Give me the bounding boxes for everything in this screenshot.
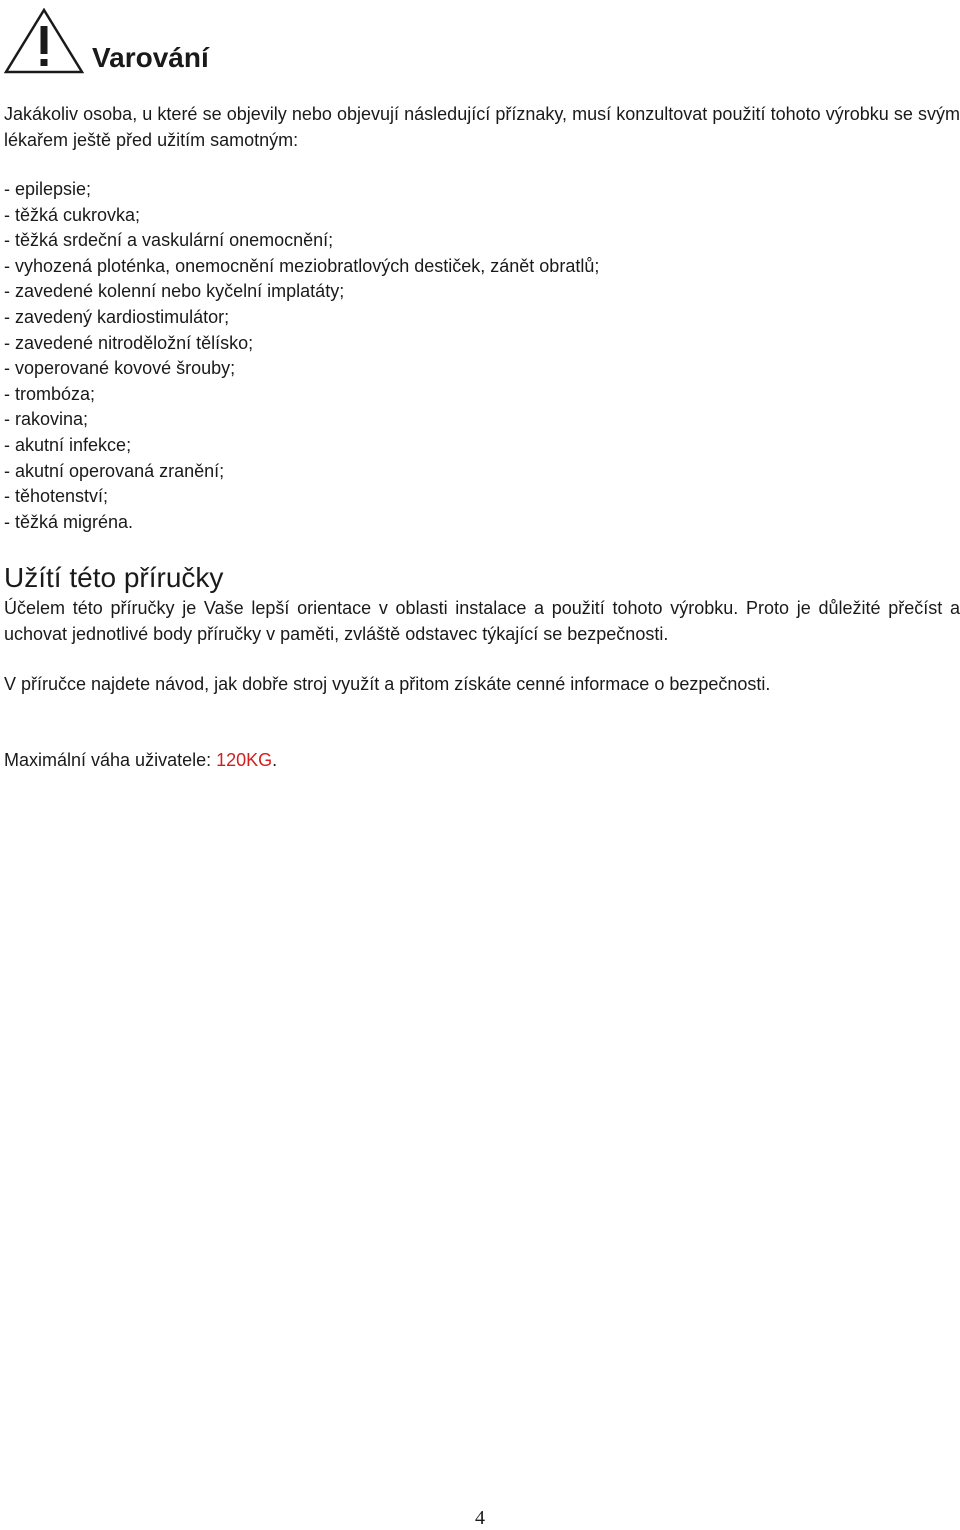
list-item: - rakovina; (4, 409, 89, 430)
warning-title: Varování (92, 42, 209, 73)
warning-header (4, 2, 209, 74)
warning-triangle-icon (4, 8, 84, 74)
usage-paragraph-2: V příručce najdete návod, jak dobře stroj využít a přitom získáte cenné informace o bezpečnosti. (4, 674, 771, 694)
list-item: - akutní operovaná zranění; (4, 460, 225, 481)
list-item: - těžká srdeční a vaskulární onemocnění; (4, 230, 334, 251)
list-item: - vyhozená ploténka, onemocnění meziobratlových destiček, zánět obratlů; (4, 255, 600, 276)
list-item: - epilepsie; (4, 179, 92, 199)
list-item: - voperované kovové šrouby; (4, 358, 236, 379)
list-item: - těhotenství; (4, 486, 109, 507)
max-weight-value: 120KG (216, 750, 273, 770)
warning-intro: Jakákoliv osoba, u které se objevily nebo objevují následující příznaky, musí konzultovat použití tohoto výrobku se svým lékařem ještě před užitím samotným: (4, 104, 960, 150)
list-item: - zavedené kolenní nebo kyčelní implatáty; (4, 281, 345, 302)
symptom-list (4, 177, 599, 535)
usage-paragraph: Účelem této příručky je Vaše lepší orientace v oblasti instalace a použití tohoto výrobku. Proto je důležité přečíst a uchovat jednotlivé body příručky v paměti, zvláště odstavec týkající se bezpečnosti. (4, 598, 960, 644)
max-weight-suffix: . (272, 750, 278, 770)
usage-section-title: Užítí této příručky (4, 562, 224, 593)
page-number: 4 (475, 1507, 485, 1529)
max-weight-line (4, 748, 277, 774)
list-item: - zavedený kardiostimulátor; (4, 306, 230, 327)
list-item: - těžká migréna. (4, 511, 134, 532)
list-item: - trombóza; (4, 383, 96, 404)
max-weight-label: Maximální váha uživatele: (4, 750, 217, 770)
list-item: - akutní infekce; (4, 434, 132, 455)
list-item: - těžká cukrovka; (4, 204, 141, 225)
list-item: - zavedené nitroděložní tělísko; (4, 332, 254, 353)
